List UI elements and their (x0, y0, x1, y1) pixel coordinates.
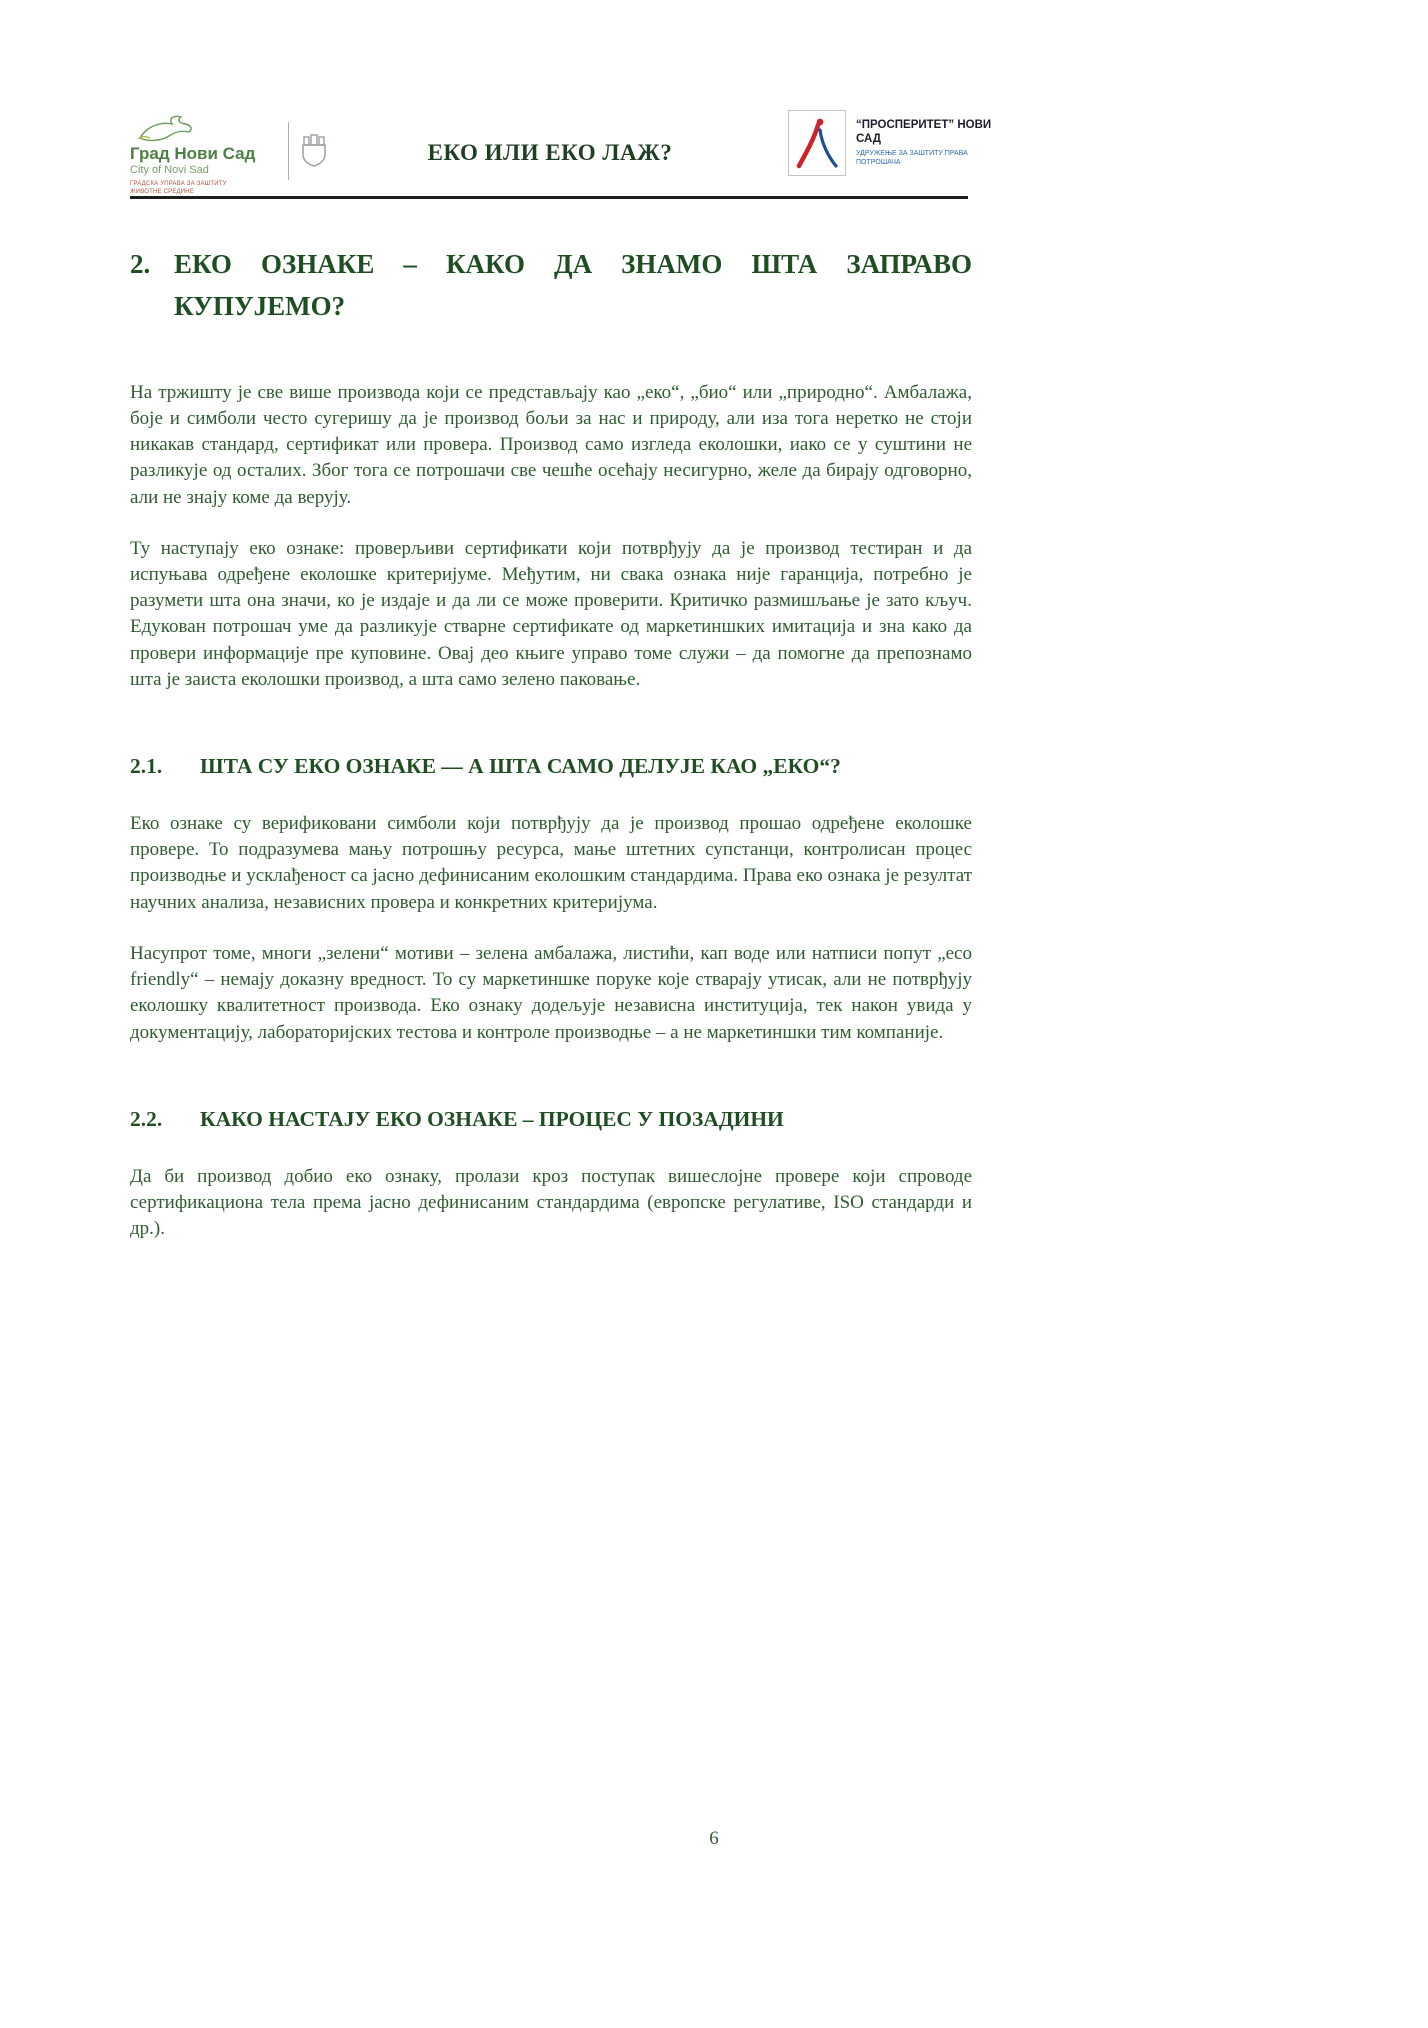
subsection-heading-2-2 (130, 1106, 972, 1134)
section-heading-2 (130, 244, 972, 328)
subsection-2-2-paragraph-1: Да би производ добио еко ознаку, пролази кроз поступак вишеслојне провере који спроводе сертификациона тела према јасно дефинисаним стандардима (европске регулативе, ISO стандарди и др.). (130, 1165, 972, 1240)
section-title: ЕКО ОЗНАКЕ – КАКО ДА ЗНАМО ШТА ЗАПРАВО КУПУЈЕМО? (174, 249, 972, 321)
intro-paragraph-1: На тржишту је све више производа који се представљају као „еко“, „био“ или „природно“. Амбалажа, боје и симболи често сугеришу да је производ бољи за нас и природу, али иза тога неретко не стоји никакав стандард, сертификат или провера. Производ само изгледа еколошки, иако се у суштини не разликује од осталих. Због тога се потрошачи све чешће осећају несигурно, желе да бирају одговорно, али не знају коме да верују. (130, 381, 972, 508)
subsection-title: ШТА СУ ЕКО ОЗНАКЕ — А ШТА САМО ДЕЛУЈЕ КАО „ЕКО“? (200, 754, 841, 779)
city-logo-subtitle: City of Novi Sad (130, 163, 209, 176)
document-title: ЕКО ИЛИ ЕКО ЛАЖ? (427, 140, 673, 165)
subsection-heading-2-1 (130, 753, 972, 781)
prosperitet-mark-icon (788, 110, 846, 176)
prosperitet-text (856, 119, 1006, 167)
prosperitet-title: “ПРОСПЕРИТЕТ” НОВИ САД (856, 119, 992, 145)
subsection-number: 2.2. (130, 1106, 163, 1131)
logo-divider (288, 122, 289, 180)
page-number: 6 (709, 1828, 719, 1849)
prosperitet-subtitle: УДРУЖЕЊЕ ЗА ЗАШТИТУ ПРАВА ПОТРОШАЧА (856, 149, 968, 166)
subsection-title: КАКО НАСТАЈУ ЕКО ОЗНАКЕ – ПРОЦЕС У ПОЗАДИНИ (200, 1106, 784, 1131)
header-rule (130, 196, 968, 199)
document-content (130, 244, 972, 1267)
city-logo-fine-print: ГРАДСКА УПРАВА ЗА ЗАШТИТУ ЖИВОТНЕ СРЕДИНЕ (130, 181, 227, 195)
city-of-novi-sad-logo (130, 112, 280, 196)
subsection-2-1-paragraph-2: Насупрот томе, многи „зелени“ мотиви – зелена амбалажа, листићи, кап воде или натписи попут „eco friendly“ – немају доказну вредност. То су маркетиншке поруке које стварају утисак, али не потврђују еколошку квалитетност производа. Еко ознаку додељује независна институција, тек након увида у документацију, лабораторијских тестова и контроле производње – а не маркетиншки тим компаније. (130, 942, 972, 1043)
dove-icon (134, 112, 196, 144)
prosperitet-logo (788, 110, 1006, 176)
city-logo-title: Град Нови Сад (130, 144, 256, 163)
intro-paragraph-2: Ту наступају еко ознаке: проверљиви сертификати који потврђују да је производ тестиран и да испуњава одређене еколошке критеријуме. Међутим, ни свака ознака није гаранција, потребно је разумети шта она значи, ко је издаје и да ли се може проверити. Критичко размишљање је зато кључ. Едукован потрошач уме да разликује стварне сертификате од маркетиншких имитација и зна како да провери информације пре куповине. Овај део књиге управо томе служи – да помогне да препознамо шта је заиста еколошки производ, а шта само зелено паковање. (130, 537, 972, 690)
section-number: 2. (130, 249, 151, 279)
subsection-2-1-paragraph-1: Еко ознаке су верификовани симболи који потврђују да је производ прошао одређене еколошке провере. То подразумева мању потрошњу ресурса, мање штетних супстанци, контролисан процес производње и усклађеност са јасно дефинисаним еколошким стандардима. Права еко ознака је резултат научних анализа, независних провера и конкретних критеријума. (130, 813, 972, 913)
subsection-number: 2.1. (130, 754, 163, 779)
